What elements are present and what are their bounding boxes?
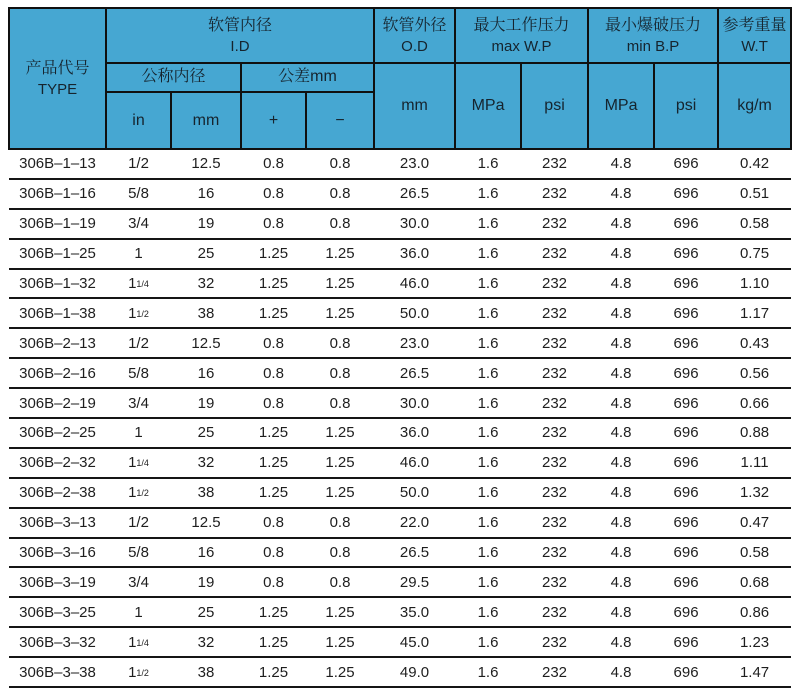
- cell-tolerance-minus: 1.25: [306, 448, 374, 478]
- table-row: [9, 269, 791, 299]
- cell-weight: 0.66: [718, 388, 791, 418]
- cell-bp-mpa: 4.8: [588, 478, 654, 508]
- cell-bp-psi: 696: [654, 627, 718, 657]
- cell-bp-mpa: 4.8: [588, 657, 654, 687]
- table-row: [9, 388, 791, 418]
- cell-weight: 0.88: [718, 418, 791, 448]
- cell-tolerance-minus: 1.25: [306, 239, 374, 269]
- cell-tolerance-minus: 0.8: [306, 209, 374, 239]
- cell-wp-mpa: 1.6: [455, 328, 521, 358]
- cell-wp-psi: 232: [521, 418, 588, 448]
- cell-od-mm: 26.5: [374, 358, 455, 388]
- table-row: [9, 358, 791, 388]
- cell-id-mm: 16: [171, 358, 241, 388]
- cell-tolerance-plus: 0.8: [241, 538, 306, 568]
- cell-od-mm: 23.0: [374, 149, 455, 179]
- header-outer-diameter-group: [374, 8, 455, 63]
- cell-od-mm: 26.5: [374, 179, 455, 209]
- table-row: [9, 508, 791, 538]
- cell-bp-mpa: 4.8: [588, 388, 654, 418]
- table-row: [9, 657, 791, 687]
- cell-id-mm: 19: [171, 567, 241, 597]
- table-header: [9, 8, 791, 149]
- cell-wp-psi: 232: [521, 358, 588, 388]
- header-outer-diameter-zh: 软管外径: [382, 16, 447, 34]
- header-od-unit-mm: mm: [374, 63, 455, 149]
- cell-product-code: 306B–1–25: [9, 239, 106, 269]
- cell-id-in: 5/8: [106, 538, 171, 568]
- cell-bp-mpa: 4.8: [588, 298, 654, 328]
- cell-tolerance-minus: 0.8: [306, 388, 374, 418]
- cell-bp-mpa: 4.8: [588, 448, 654, 478]
- cell-wp-mpa: 1.6: [455, 239, 521, 269]
- cell-product-code: 306B–3–13: [9, 508, 106, 538]
- cell-product-code: 306B–3–16: [9, 538, 106, 568]
- cell-wp-mpa: 1.6: [455, 627, 521, 657]
- cell-product-code: 306B–1–32: [9, 269, 106, 299]
- cell-tolerance-minus: 0.8: [306, 358, 374, 388]
- cell-wp-psi: 232: [521, 269, 588, 299]
- cell-bp-psi: 696: [654, 478, 718, 508]
- cell-tolerance-plus: 1.25: [241, 478, 306, 508]
- cell-product-code: 306B–3–19: [9, 567, 106, 597]
- cell-id-in: 11/4: [106, 448, 171, 478]
- table-row: [9, 149, 791, 179]
- cell-od-mm: 36.0: [374, 239, 455, 269]
- cell-bp-mpa: 4.8: [588, 418, 654, 448]
- cell-id-in: 5/8: [106, 358, 171, 388]
- cell-bp-psi: 696: [654, 597, 718, 627]
- cell-product-code: 306B–3–32: [9, 627, 106, 657]
- cell-wp-mpa: 1.6: [455, 298, 521, 328]
- cell-tolerance-plus: 0.8: [241, 328, 306, 358]
- cell-wp-mpa: 1.6: [455, 269, 521, 299]
- header-outer-diameter-en: O.D: [401, 37, 428, 55]
- cell-weight: 0.75: [718, 239, 791, 269]
- cell-weight: 0.58: [718, 209, 791, 239]
- cell-id-mm: 12.5: [171, 508, 241, 538]
- cell-tolerance-minus: 0.8: [306, 538, 374, 568]
- cell-weight: 0.51: [718, 179, 791, 209]
- cell-product-code: 306B–1–16: [9, 179, 106, 209]
- cell-bp-mpa: 4.8: [588, 508, 654, 538]
- hose-spec-table: [8, 7, 792, 688]
- table-row: [9, 209, 791, 239]
- cell-product-code: 306B–1–38: [9, 298, 106, 328]
- cell-bp-mpa: 4.8: [588, 567, 654, 597]
- cell-weight: 1.47: [718, 657, 791, 687]
- header-max-working-pressure-group: [455, 8, 588, 63]
- cell-tolerance-minus: 1.25: [306, 597, 374, 627]
- header-wp-unit-mpa: MPa: [455, 63, 521, 149]
- cell-wp-mpa: 1.6: [455, 478, 521, 508]
- header-weight-en: W.T: [741, 37, 768, 55]
- cell-wp-psi: 232: [521, 508, 588, 538]
- header-reference-weight-group: [718, 8, 791, 63]
- cell-id-mm: 38: [171, 298, 241, 328]
- cell-od-mm: 49.0: [374, 657, 455, 687]
- cell-bp-psi: 696: [654, 179, 718, 209]
- cell-wp-psi: 232: [521, 298, 588, 328]
- table-row: [9, 597, 791, 627]
- cell-id-in: 1/2: [106, 149, 171, 179]
- cell-wp-psi: 232: [521, 209, 588, 239]
- cell-id-mm: 32: [171, 448, 241, 478]
- cell-tolerance-plus: 0.8: [241, 149, 306, 179]
- header-min-bp-en: min B.P: [626, 37, 680, 55]
- header-min-bp-zh: 最小爆破压力: [605, 16, 702, 34]
- cell-bp-mpa: 4.8: [588, 239, 654, 269]
- cell-wp-mpa: 1.6: [455, 538, 521, 568]
- header-inner-diameter-en: I.D: [230, 37, 250, 55]
- table-row: [9, 627, 791, 657]
- cell-wp-mpa: 1.6: [455, 448, 521, 478]
- cell-bp-psi: 696: [654, 567, 718, 597]
- header-product-code-zh: 产品代号: [25, 59, 90, 77]
- cell-id-in: 1: [106, 418, 171, 448]
- cell-od-mm: 36.0: [374, 418, 455, 448]
- cell-id-in: 11/2: [106, 298, 171, 328]
- table-row: [9, 179, 791, 209]
- table-row: [9, 478, 791, 508]
- cell-product-code: 306B–3–25: [9, 597, 106, 627]
- cell-id-in: 3/4: [106, 209, 171, 239]
- cell-od-mm: 46.0: [374, 448, 455, 478]
- cell-id-mm: 16: [171, 179, 241, 209]
- cell-id-in: 11/2: [106, 657, 171, 687]
- cell-wp-mpa: 1.6: [455, 209, 521, 239]
- cell-weight: 0.42: [718, 149, 791, 179]
- cell-tolerance-plus: 1.25: [241, 298, 306, 328]
- cell-id-mm: 38: [171, 657, 241, 687]
- cell-product-code: 306B–2–38: [9, 478, 106, 508]
- table-row: [9, 418, 791, 448]
- cell-id-mm: 19: [171, 388, 241, 418]
- header-tolerance-minus: −: [306, 92, 374, 149]
- header-inner-diameter-group: [106, 8, 374, 63]
- header-max-wp-en: max W.P: [491, 37, 552, 55]
- cell-wp-mpa: 1.6: [455, 388, 521, 418]
- cell-id-mm: 25: [171, 418, 241, 448]
- cell-wp-psi: 232: [521, 538, 588, 568]
- cell-product-code: 306B–3–38: [9, 657, 106, 687]
- cell-wp-psi: 232: [521, 448, 588, 478]
- cell-product-code: 306B–2–25: [9, 418, 106, 448]
- cell-id-mm: 19: [171, 209, 241, 239]
- cell-id-mm: 32: [171, 627, 241, 657]
- cell-od-mm: 29.5: [374, 567, 455, 597]
- cell-id-in: 5/8: [106, 179, 171, 209]
- cell-bp-psi: 696: [654, 508, 718, 538]
- cell-od-mm: 35.0: [374, 597, 455, 627]
- cell-wp-mpa: 1.6: [455, 149, 521, 179]
- cell-wp-psi: 232: [521, 567, 588, 597]
- header-bp-unit-mpa: MPa: [588, 63, 654, 149]
- cell-wp-psi: 232: [521, 597, 588, 627]
- cell-od-mm: 45.0: [374, 627, 455, 657]
- cell-id-mm: 12.5: [171, 149, 241, 179]
- cell-bp-psi: 696: [654, 149, 718, 179]
- cell-bp-psi: 696: [654, 538, 718, 568]
- header-product-code-en: TYPE: [37, 80, 78, 98]
- cell-tolerance-plus: 0.8: [241, 358, 306, 388]
- cell-bp-psi: 696: [654, 418, 718, 448]
- cell-wp-psi: 232: [521, 657, 588, 687]
- cell-bp-mpa: 4.8: [588, 538, 654, 568]
- header-weight-zh: 参考重量: [722, 16, 787, 34]
- header-max-wp-zh: 最大工作压力: [473, 16, 570, 34]
- cell-id-in: 1: [106, 597, 171, 627]
- cell-id-in: 3/4: [106, 388, 171, 418]
- cell-od-mm: 30.0: [374, 209, 455, 239]
- cell-tolerance-minus: 1.25: [306, 478, 374, 508]
- cell-tolerance-plus: 1.25: [241, 269, 306, 299]
- cell-weight: 0.56: [718, 358, 791, 388]
- cell-bp-psi: 696: [654, 298, 718, 328]
- cell-tolerance-minus: 1.25: [306, 418, 374, 448]
- header-unit-in: in: [106, 92, 171, 149]
- table-row: [9, 538, 791, 568]
- cell-tolerance-minus: 0.8: [306, 328, 374, 358]
- cell-id-in: 1: [106, 239, 171, 269]
- cell-product-code: 306B–1–13: [9, 149, 106, 179]
- cell-bp-psi: 696: [654, 209, 718, 239]
- cell-weight: 1.23: [718, 627, 791, 657]
- header-min-burst-pressure-group: [588, 8, 718, 63]
- cell-tolerance-minus: 0.8: [306, 567, 374, 597]
- cell-wp-mpa: 1.6: [455, 567, 521, 597]
- cell-tolerance-minus: 1.25: [306, 298, 374, 328]
- header-nominal-zh: 公称内径: [141, 68, 206, 86]
- cell-tolerance-minus: 1.25: [306, 269, 374, 299]
- cell-od-mm: 26.5: [374, 538, 455, 568]
- cell-od-mm: 23.0: [374, 328, 455, 358]
- cell-bp-mpa: 4.8: [588, 627, 654, 657]
- cell-wp-mpa: 1.6: [455, 358, 521, 388]
- cell-od-mm: 46.0: [374, 269, 455, 299]
- cell-weight: 0.43: [718, 328, 791, 358]
- cell-tolerance-plus: 1.25: [241, 448, 306, 478]
- cell-tolerance-minus: 0.8: [306, 149, 374, 179]
- header-tolerance-plus: +: [241, 92, 306, 149]
- header-product-code: [9, 8, 106, 149]
- cell-tolerance-minus: 1.25: [306, 657, 374, 687]
- header-unit-mm: mm: [171, 92, 241, 149]
- cell-id-in: 11/2: [106, 478, 171, 508]
- table-row: [9, 448, 791, 478]
- header-weight-unit: kg/m: [718, 63, 791, 149]
- cell-bp-psi: 696: [654, 239, 718, 269]
- cell-tolerance-minus: 0.8: [306, 179, 374, 209]
- cell-wp-psi: 232: [521, 388, 588, 418]
- table-body: [9, 149, 791, 687]
- table-row: [9, 567, 791, 597]
- cell-bp-psi: 696: [654, 328, 718, 358]
- table-row: [9, 298, 791, 328]
- cell-tolerance-plus: 1.25: [241, 657, 306, 687]
- header-inner-diameter-zh: 软管内径: [208, 16, 273, 34]
- table-row: [9, 328, 791, 358]
- cell-id-in: 1/2: [106, 508, 171, 538]
- cell-product-code: 306B–2–32: [9, 448, 106, 478]
- cell-product-code: 306B–2–16: [9, 358, 106, 388]
- cell-id-in: 1/2: [106, 328, 171, 358]
- cell-id-mm: 32: [171, 269, 241, 299]
- cell-weight: 0.47: [718, 508, 791, 538]
- cell-weight: 0.86: [718, 597, 791, 627]
- cell-od-mm: 50.0: [374, 478, 455, 508]
- cell-bp-mpa: 4.8: [588, 209, 654, 239]
- cell-id-in: 11/4: [106, 269, 171, 299]
- cell-weight: 1.17: [718, 298, 791, 328]
- cell-bp-psi: 696: [654, 269, 718, 299]
- cell-tolerance-plus: 1.25: [241, 597, 306, 627]
- header-nominal-diameter: [106, 63, 241, 92]
- header-tolerance: [241, 63, 374, 92]
- cell-wp-mpa: 1.6: [455, 597, 521, 627]
- cell-id-in: 3/4: [106, 567, 171, 597]
- cell-weight: 0.58: [718, 538, 791, 568]
- cell-bp-mpa: 4.8: [588, 597, 654, 627]
- cell-od-mm: 30.0: [374, 388, 455, 418]
- cell-bp-psi: 696: [654, 388, 718, 418]
- cell-wp-psi: 232: [521, 239, 588, 269]
- cell-product-code: 306B–2–19: [9, 388, 106, 418]
- cell-tolerance-plus: 1.25: [241, 239, 306, 269]
- cell-tolerance-plus: 0.8: [241, 209, 306, 239]
- cell-wp-mpa: 1.6: [455, 657, 521, 687]
- cell-bp-mpa: 4.8: [588, 358, 654, 388]
- cell-tolerance-minus: 0.8: [306, 508, 374, 538]
- header-bp-unit-psi: psi: [654, 63, 718, 149]
- cell-wp-psi: 232: [521, 149, 588, 179]
- cell-tolerance-plus: 0.8: [241, 179, 306, 209]
- cell-bp-mpa: 4.8: [588, 328, 654, 358]
- cell-wp-mpa: 1.6: [455, 418, 521, 448]
- cell-id-mm: 38: [171, 478, 241, 508]
- cell-od-mm: 50.0: [374, 298, 455, 328]
- cell-tolerance-plus: 1.25: [241, 627, 306, 657]
- cell-bp-psi: 696: [654, 448, 718, 478]
- cell-tolerance-plus: 0.8: [241, 567, 306, 597]
- header-wp-unit-psi: psi: [521, 63, 588, 149]
- cell-wp-psi: 232: [521, 328, 588, 358]
- cell-product-code: 306B–1–19: [9, 209, 106, 239]
- cell-weight: 0.68: [718, 567, 791, 597]
- cell-id-mm: 25: [171, 597, 241, 627]
- cell-tolerance-plus: 0.8: [241, 508, 306, 538]
- cell-bp-mpa: 4.8: [588, 179, 654, 209]
- cell-tolerance-minus: 1.25: [306, 627, 374, 657]
- cell-tolerance-plus: 0.8: [241, 388, 306, 418]
- cell-wp-psi: 232: [521, 179, 588, 209]
- cell-wp-psi: 232: [521, 478, 588, 508]
- header-tolerance-zh: 公差mm: [278, 68, 337, 86]
- cell-id-mm: 12.5: [171, 328, 241, 358]
- cell-bp-psi: 696: [654, 358, 718, 388]
- cell-bp-psi: 696: [654, 657, 718, 687]
- cell-tolerance-plus: 1.25: [241, 418, 306, 448]
- cell-od-mm: 22.0: [374, 508, 455, 538]
- cell-bp-mpa: 4.8: [588, 269, 654, 299]
- cell-id-in: 11/4: [106, 627, 171, 657]
- cell-bp-mpa: 4.8: [588, 149, 654, 179]
- cell-wp-mpa: 1.6: [455, 508, 521, 538]
- cell-product-code: 306B–2–13: [9, 328, 106, 358]
- table-row: [9, 239, 791, 269]
- cell-wp-psi: 232: [521, 627, 588, 657]
- cell-id-mm: 25: [171, 239, 241, 269]
- cell-id-mm: 16: [171, 538, 241, 568]
- cell-weight: 1.32: [718, 478, 791, 508]
- cell-weight: 1.11: [718, 448, 791, 478]
- cell-wp-mpa: 1.6: [455, 179, 521, 209]
- cell-weight: 1.10: [718, 269, 791, 299]
